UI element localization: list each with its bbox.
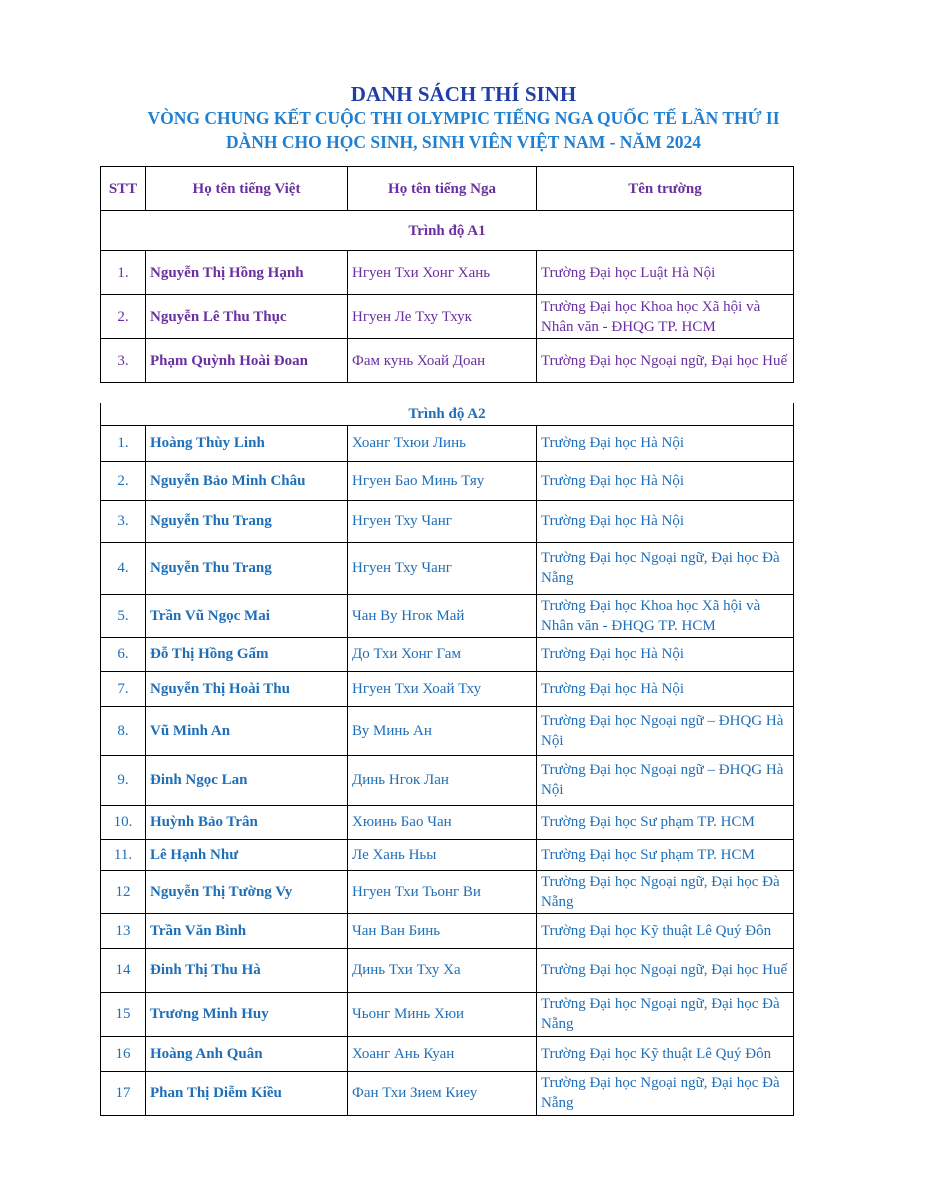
rows-a2 <box>101 425 794 1115</box>
row-vn-name: Nguyễn Thị Hồng Hạnh <box>146 251 348 295</box>
row-vn-name: Nguyễn Bảo Minh Châu <box>146 461 348 500</box>
row-vn-name: Trần Văn Bình <box>146 913 348 948</box>
row-ru-name: Динь Нгок Лан <box>348 755 537 805</box>
table-row <box>101 913 794 948</box>
row-school: Trường Đại học Hà Nội <box>537 500 794 542</box>
row-stt: 4. <box>101 542 146 594</box>
row-stt: 15 <box>101 992 146 1036</box>
row-ru-name: Чьонг Минь Хюи <box>348 992 537 1036</box>
row-vn-name: Nguyễn Thị Tường Vy <box>146 870 348 913</box>
section-row <box>101 403 794 425</box>
header-stt: STT <box>101 167 146 211</box>
row-ru-name: Чан Ву Нгок Май <box>348 594 537 637</box>
row-vn-name: Lê Hạnh Như <box>146 839 348 870</box>
row-school: Trường Đại học Ngoại ngữ, Đại học Đà Nẵng <box>537 870 794 913</box>
row-vn-name: Đinh Thị Thu Hà <box>146 948 348 992</box>
row-ru-name: До Тхи Хонг Гам <box>348 637 537 671</box>
document-title-block <box>0 82 927 154</box>
row-school: Trường Đại học Ngoại ngữ, Đại học Huế <box>537 948 794 992</box>
row-school: Trường Đại học Hà Nội <box>537 637 794 671</box>
table-row <box>101 805 794 839</box>
row-vn-name: Nguyễn Thu Trang <box>146 500 348 542</box>
row-vn-name: Phạm Quỳnh Hoài Đoan <box>146 339 348 383</box>
table-row <box>101 706 794 755</box>
table-row <box>101 870 794 913</box>
row-school: Trường Đại học Ngoại ngữ – ĐHQG Hà Nội <box>537 755 794 805</box>
row-stt: 2. <box>101 295 146 339</box>
row-ru-name: Динь Тхи Тху Ха <box>348 948 537 992</box>
row-vn-name: Huỳnh Bảo Trân <box>146 805 348 839</box>
row-ru-name: Чан Ван Бинь <box>348 913 537 948</box>
row-vn-name: Trương Minh Huy <box>146 992 348 1036</box>
row-vn-name: Đỗ Thị Hồng Gấm <box>146 637 348 671</box>
document-subtitle-1: VÒNG CHUNG KẾT CUỘC THI OLYMPIC TIẾNG NGA QUỐC TẾ LẦN THỨ II <box>147 108 780 128</box>
row-ru-name: Хоанг Тхюи Линь <box>348 425 537 461</box>
row-stt: 7. <box>101 671 146 706</box>
table-row <box>101 594 794 637</box>
row-vn-name: Hoàng Thùy Linh <box>146 425 348 461</box>
table-row <box>101 461 794 500</box>
row-school: Trường Đại học Ngoại ngữ, Đại học Đà Nẵng <box>537 542 794 594</box>
row-stt: 14 <box>101 948 146 992</box>
row-stt: 5. <box>101 594 146 637</box>
row-ru-name: Нгуен Бао Минь Тяу <box>348 461 537 500</box>
header-vn-name: Họ tên tiếng Việt <box>146 167 348 211</box>
table-row <box>101 1036 794 1071</box>
row-school: Trường Đại học Hà Nội <box>537 425 794 461</box>
row-stt: 16 <box>101 1036 146 1071</box>
row-vn-name: Nguyễn Thị Hoài Thu <box>146 671 348 706</box>
row-ru-name: Хюинь Бао Чан <box>348 805 537 839</box>
row-stt: 3. <box>101 339 146 383</box>
document-subtitle-2: DÀNH CHO HỌC SINH, SINH VIÊN VIỆT NAM - NĂM 2024 <box>226 132 701 152</box>
row-stt: 2. <box>101 461 146 500</box>
section-row <box>101 211 794 251</box>
row-stt: 6. <box>101 637 146 671</box>
row-stt: 1. <box>101 251 146 295</box>
table-row <box>101 992 794 1036</box>
table-header-row <box>101 167 794 211</box>
row-vn-name: Vũ Minh An <box>146 706 348 755</box>
row-school: Trường Đại học Ngoại ngữ, Đại học Huế <box>537 339 794 383</box>
table-row <box>101 339 794 383</box>
row-stt: 1. <box>101 425 146 461</box>
row-school: Trường Đại học Hà Nội <box>537 671 794 706</box>
table-row <box>101 251 794 295</box>
row-stt: 8. <box>101 706 146 755</box>
table-level-a1 <box>100 166 794 383</box>
row-stt: 11. <box>101 839 146 870</box>
row-ru-name: Нгуен Тхи Тьонг Ви <box>348 870 537 913</box>
table-row <box>101 500 794 542</box>
table-row <box>101 1071 794 1115</box>
row-stt: 12 <box>101 870 146 913</box>
row-ru-name: Нгуен Тху Чанг <box>348 542 537 594</box>
table-row <box>101 425 794 461</box>
row-school: Trường Đại học Kỹ thuật Lê Quý Đôn <box>537 1036 794 1071</box>
row-stt: 9. <box>101 755 146 805</box>
header-school: Tên trường <box>537 167 794 211</box>
table-row <box>101 839 794 870</box>
row-school: Trường Đại học Ngoại ngữ – ĐHQG Hà Nội <box>537 706 794 755</box>
row-ru-name: Хоанг Ань Куан <box>348 1036 537 1071</box>
row-ru-name: Ле Хань Ньы <box>348 839 537 870</box>
row-school: Trường Đại học Khoa học Xã hội và Nhân văn - ĐHQG TP. HCM <box>537 295 794 339</box>
row-ru-name: Нгуен Тхи Хоай Тху <box>348 671 537 706</box>
row-school: Trường Đại học Sư phạm TP. HCM <box>537 839 794 870</box>
row-ru-name: Нгуен Тхи Хонг Хань <box>348 251 537 295</box>
row-school: Trường Đại học Ngoại ngữ, Đại học Đà Nẵng <box>537 1071 794 1115</box>
row-school: Trường Đại học Kỹ thuật Lê Quý Đôn <box>537 913 794 948</box>
row-ru-name: Ву Минь Ан <box>348 706 537 755</box>
section-label: Trình độ A2 <box>101 403 794 425</box>
table-row <box>101 948 794 992</box>
header-ru-name: Họ tên tiếng Nga <box>348 167 537 211</box>
table-row <box>101 295 794 339</box>
row-school: Trường Đại học Khoa học Xã hội và Nhân văn - ĐHQG TP. HCM <box>537 594 794 637</box>
row-vn-name: Đinh Ngọc Lan <box>146 755 348 805</box>
table-level-a2 <box>100 403 794 1116</box>
table-row <box>101 671 794 706</box>
row-stt: 17 <box>101 1071 146 1115</box>
row-vn-name: Trần Vũ Ngọc Mai <box>146 594 348 637</box>
section-label: Trình độ A1 <box>101 211 794 251</box>
document-title: DANH SÁCH THÍ SINH <box>350 82 577 106</box>
row-ru-name: Нгуен Тху Чанг <box>348 500 537 542</box>
table-row <box>101 755 794 805</box>
rows-a1 <box>101 251 794 383</box>
row-stt: 13 <box>101 913 146 948</box>
row-vn-name: Nguyễn Lê Thu Thục <box>146 295 348 339</box>
row-school: Trường Đại học Ngoại ngữ, Đại học Đà Nẵng <box>537 992 794 1036</box>
row-school: Trường Đại học Luật Hà Nội <box>537 251 794 295</box>
row-ru-name: Фан Тхи Зием Киеу <box>348 1071 537 1115</box>
row-stt: 10. <box>101 805 146 839</box>
row-vn-name: Phan Thị Diễm Kiều <box>146 1071 348 1115</box>
row-stt: 3. <box>101 500 146 542</box>
row-ru-name: Нгуен Ле Тху Тхук <box>348 295 537 339</box>
row-vn-name: Nguyễn Thu Trang <box>146 542 348 594</box>
row-ru-name: Фам кунь Хоай Доан <box>348 339 537 383</box>
row-school: Trường Đại học Hà Nội <box>537 461 794 500</box>
table-row <box>101 542 794 594</box>
row-vn-name: Hoàng Anh Quân <box>146 1036 348 1071</box>
row-school: Trường Đại học Sư phạm TP. HCM <box>537 805 794 839</box>
table-row <box>101 637 794 671</box>
